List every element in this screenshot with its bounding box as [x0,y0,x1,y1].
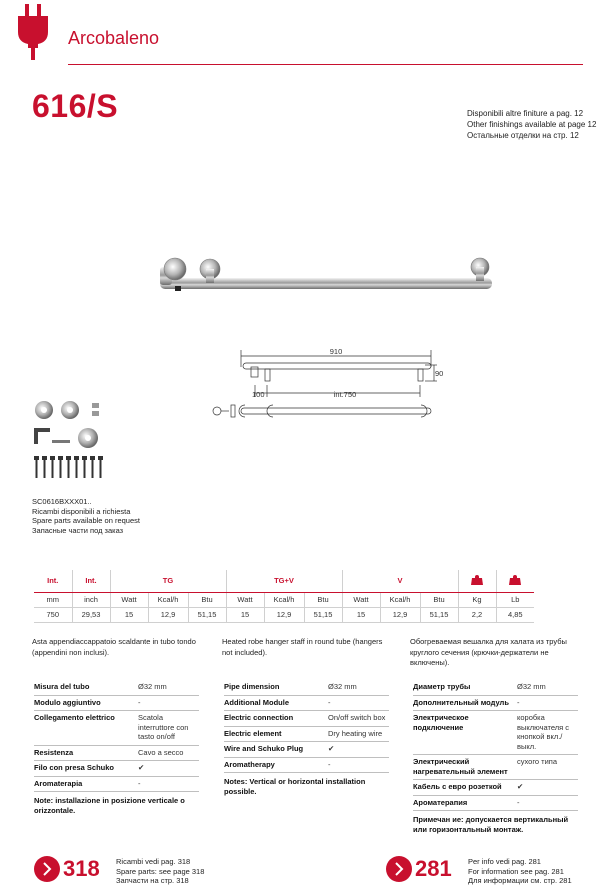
spare-parts-en: Spare parts available on request [32,516,140,525]
brand-name: Arcobaleno [68,28,160,48]
spec-row [413,780,578,796]
note-en: Notes: Vertical or horizontal installation possible. [224,777,366,796]
table-cell: Watt [342,592,380,607]
spec-row [224,680,389,696]
table-cell: mm [34,592,72,607]
spec-row [224,696,389,712]
specs-en [224,680,389,797]
spare-parts-image [30,400,110,490]
arrow-right-icon [386,856,412,882]
spec-row [413,680,578,696]
table-cell: inch [72,592,110,607]
th-int-inch: Int. [72,570,110,592]
spec-value: Cavo a secco [138,747,184,757]
spec-row [224,742,389,758]
spec-row [34,777,199,793]
table-cell: Btu [420,592,458,607]
table-cell: 51,15 [420,607,458,622]
spec-value: Scatola interruttore con tasto on/off [138,713,189,741]
table-cell: 12,9 [380,607,420,622]
table-row [34,607,534,622]
th-tgv: TG+V [226,570,342,592]
ref-line-it: Ricambi vedi pag. 318 [116,857,191,866]
table-cell: Watt [110,592,148,607]
spec-value: - [517,797,520,807]
page-header [0,0,613,70]
spec-key: Диаметр трубы [413,682,471,691]
header-divider [68,64,583,65]
spec-key: Ароматерапия [413,797,468,807]
note-it: Note: installazione in posizione verticale o orizzontale. [34,796,185,815]
spec-key: Электрическое подключение [413,713,469,732]
spec-value: Ø32 mm [328,682,357,691]
table-cell: Lb [496,592,534,607]
spec-row [34,696,199,712]
spec-row [413,755,578,780]
spec-value: Dry heating wire [328,728,383,738]
finishes-en: Other finishings available at page 12 [467,120,597,129]
dim-width: 910 [329,347,343,356]
spec-key: Additional Module [224,697,289,707]
spec-value: - [328,697,331,707]
ref-text [116,857,256,886]
spec-row [34,680,199,696]
table-cell: Kcal/h [148,592,188,607]
spare-parts-it: Ricambi disponibili a richiesta [32,506,131,516]
spec-key: Aromaterapia [34,778,83,788]
spec-value: Ø32 mm [517,682,546,691]
model-title: 616/S [32,88,119,124]
spec-key: Electric element [224,728,282,738]
table-cell: Kcal/h [380,592,420,607]
ref-page-number: 318 [63,856,100,881]
spec-value: - [517,697,520,707]
spec-row [413,696,578,712]
spec-key: Misura del tubo [34,682,90,691]
spec-key: Modulo aggiuntivo [34,697,101,707]
spec-key: Дополнительный модуль [413,697,509,707]
table-cell: 12,9 [264,607,304,622]
spec-row [34,761,199,777]
table-cell: 29,53 [72,607,110,622]
dim-offset: 100 [252,390,265,399]
table-cell: Btu [188,592,226,607]
th-weight-lb [496,570,534,592]
finishes-note [467,108,596,141]
spec-key: Electric connection [224,713,294,722]
specs-it [34,680,199,816]
spec-key: Collegamento elettrico [34,713,115,722]
table-units-row [34,592,534,607]
table-cell: Kg [458,592,496,607]
ref-page-number: 281 [415,856,452,881]
product-photo [155,255,495,300]
spec-row [224,758,389,774]
note-ru: Примечан ие: допускается вертикальный или горизонтальный монтаж. [413,815,569,834]
spec-key: Электрический нагревательный элемент [413,757,508,776]
spare-parts-ru: Запасные части под заказ [32,525,124,535]
arrow-right-icon [34,856,60,882]
spare-parts-code: SC0616BXXX01.. [32,497,92,506]
spec-row [413,711,578,755]
spec-value: - [328,759,331,769]
spec-table [34,570,534,623]
ref-text [468,857,608,886]
ref-line-en: Spare parts: see page 318 [116,866,205,876]
table-cell: Btu [304,592,342,607]
spec-value: Ø32 mm [138,682,167,691]
spec-key: Pipe dimension [224,682,280,691]
spec-value: ✔ [138,763,145,772]
technical-drawing [205,345,450,430]
specs-ru [413,680,578,835]
spec-key: Filo con presa Schuko [34,763,115,772]
table-cell: Watt [226,592,264,607]
ref-line-ru: Запчасти на стр. 318 [116,876,189,885]
finishes-it: Disponibili altre finiture a pag. 12 [467,109,584,118]
table-cell: 750 [34,607,72,622]
table-cell: 2,2 [458,607,496,622]
table-cell: 51,15 [188,607,226,622]
spec-row [224,711,389,727]
th-weight-kg [458,570,496,592]
spec-value: ✔ [328,744,335,753]
table-cell: 15 [342,607,380,622]
spec-key: Wire and Schuko Plug [224,744,304,753]
table-cell: 15 [110,607,148,622]
spec-value: коробка выключателя с кнопкой вкл./выкл. [517,713,570,751]
spec-value: - [138,697,141,707]
spec-value: On/off switch box [328,713,386,722]
ref-line-it: Per info vedi pag. 281 [468,857,541,866]
weight-icon [509,575,521,585]
spare-parts-info [32,497,140,535]
th-v: V [342,570,458,592]
spec-row [34,711,199,746]
spec-value: ✔ [517,782,524,791]
spec-row [34,746,199,762]
spec-key: Кабель с евро розеткой [413,782,502,791]
spec-row [413,796,578,812]
spec-key: Resistenza [34,747,74,757]
ref-line-en: For information see pag. 281 [468,866,564,876]
weight-icon [471,575,483,585]
spec-row [224,727,389,743]
spec-value: - [138,778,141,788]
table-cell: 51,15 [304,607,342,622]
table-cell: 12,9 [148,607,188,622]
spec-value: сухого типа [517,757,558,766]
dim-height: 90 [435,369,444,378]
table-cell: Kcal/h [264,592,304,607]
description-en: Heated robe hanger staff in round tube (hangers not included). [222,637,383,657]
table-header-row [34,570,534,592]
table-cell: 15 [226,607,264,622]
plug-icon [16,4,50,60]
spec-key: Aromatherapy [224,759,275,769]
description-ru: Обогреваемая вешалка для халата из трубы круглого сечения (крючки-держатели не включены). [410,637,567,667]
description-it: Asta appendiaccappatoio scaldante in tubo tondo (appendini non inclusi). [32,637,196,657]
dim-interaxis: int.750 [333,390,357,399]
th-int-mm: Int. [34,570,72,592]
table-cell: 4,85 [496,607,534,622]
finishes-ru: Остальные отделки на стр. 12 [467,131,579,140]
th-tg: TG [110,570,226,592]
ref-line-ru: Для информации см. стр. 281 [468,876,572,885]
